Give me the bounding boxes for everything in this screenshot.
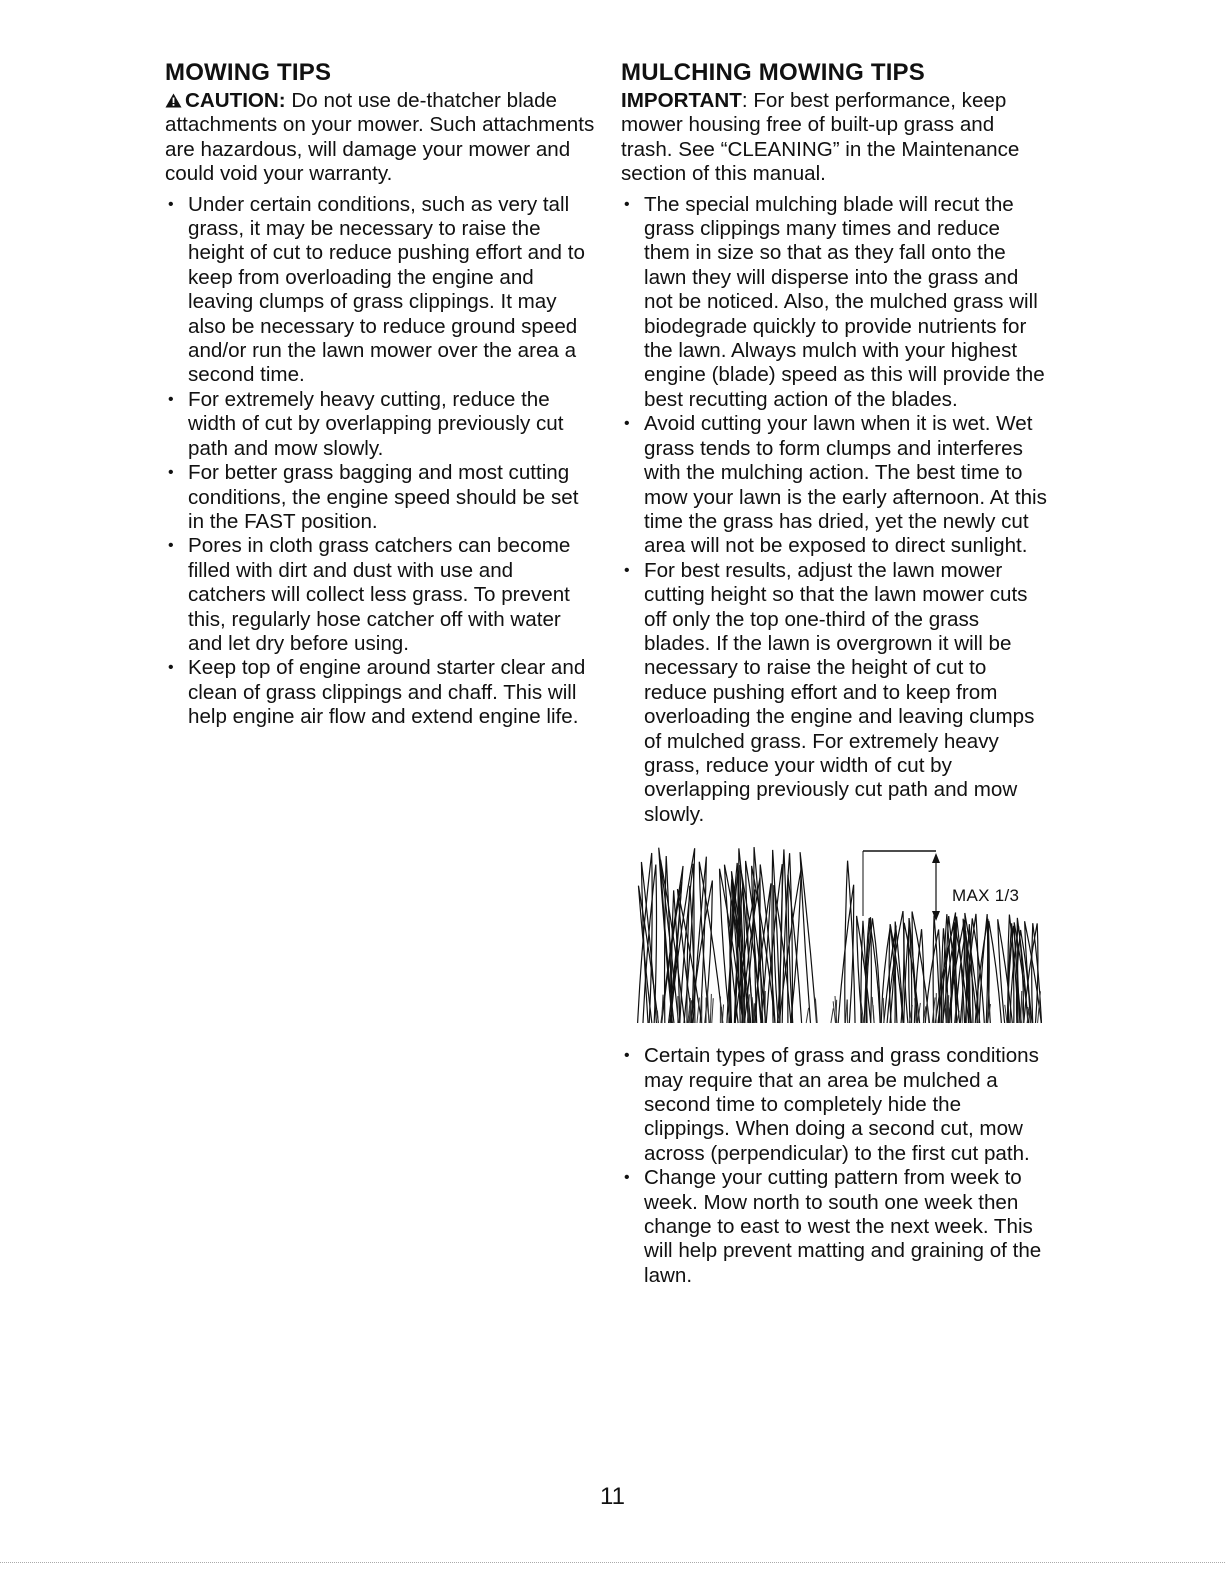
grass-cut-height-illustration: [636, 841, 1046, 1026]
grass-drawing: [636, 841, 1046, 1026]
important-paragraph: [621, 89, 1051, 187]
bullet-glyph: •: [624, 561, 630, 579]
grass-blade: [800, 852, 816, 1023]
bottom-border: [0, 1562, 1225, 1563]
list-item-text: The special mulching blade will recut the grass clippings many times and reduce them in size so that as they fall onto the lawn they will disperse into the grass and not be noticed. Also, the mulched grass will biodegrade quickly to provide nutrients for the lawn. Always mulch with your highest engine (blade) speed as this will provide the best recutting action of the blades.: [644, 192, 1045, 411]
grass-shading: [710, 994, 711, 1023]
list-item-text: For best results, adjust the lawn mower cutting height so that the lawn mower cuts off only the top one-third of the grass blades. If the lawn is overgrown it will be necessary to raise the height of cut to reduce pushing effort and to keep from overloading the engine and leaving clumps of mulched grass. For extremely heavy grass, reduce your width of cut by overlapping previously cut path and mow slowly.: [644, 558, 1035, 826]
grass-shading: [1005, 1005, 1007, 1023]
list-item-text: For better grass bagging and most cutting conditions, the engine speed should be set in the FAST position.: [188, 461, 579, 533]
grass-shading: [712, 998, 713, 1023]
bullet-glyph: •: [168, 464, 174, 482]
list-item: [165, 656, 595, 729]
bullet-glyph: •: [168, 195, 174, 213]
warning-triangle-icon: [165, 90, 182, 105]
list-item: [621, 559, 1051, 827]
caution-label: CAUTION:: [185, 89, 286, 112]
bullet-glyph: •: [168, 537, 174, 555]
caution-paragraph: [165, 89, 595, 187]
bullet-glyph: •: [624, 195, 630, 213]
grass-shading: [722, 1005, 723, 1024]
list-item-text: Pores in cloth grass catchers can become filled with dirt and dust with use and catchers will collect less grass. To prevent this, regularly hose catcher off with water and let dry before using.: [188, 534, 571, 655]
grass-shading: [883, 998, 884, 1023]
mulching-tips-list-continued: [621, 1044, 1051, 1288]
grass-shading: [743, 1002, 744, 1023]
grass-shading: [662, 995, 663, 1023]
list-item: [165, 193, 595, 388]
caution-text: Do not use de-thatcher blade attachments on your mower. Such attachments are hazardous, will damage your mower and could void your warranty.: [165, 89, 595, 186]
section-heading-mowing-tips: MOWING TIPS: [165, 59, 332, 86]
mulching-tips-list: [621, 193, 1051, 828]
list-item: [621, 412, 1051, 558]
bullet-glyph: •: [168, 390, 174, 408]
right-column: [621, 58, 1051, 1288]
bullet-glyph: •: [624, 415, 630, 433]
list-item: [165, 461, 595, 534]
grass-shading: [806, 1008, 808, 1023]
bullet-glyph: •: [624, 1169, 630, 1187]
list-item: [165, 534, 595, 656]
left-column: [165, 58, 595, 730]
list-item-text: Change your cutting pattern from week to week. Mow north to south one week then change to east to west the next week. This will help prevent matting and graining of the lawn.: [644, 1166, 1042, 1287]
grass-shading: [831, 1009, 833, 1024]
grass-shading: [947, 993, 948, 1024]
list-item-text: Under certain conditions, such as very tall grass, it may be necessary to raise the height of cut to reduce pushing effort and to keep from overloading the engine and leaving clumps of grass clippings. It may also be necessary to reduce ground speed and/or run the lawn mower over the area a second time.: [188, 192, 585, 387]
important-label: IMPORTANT: [621, 89, 742, 112]
grass-shading: [1021, 991, 1022, 1023]
important-text: : For best performance, keep mower housing free of built-up grass and trash. See “CLEANING” in the Maintenance section of this manual.: [621, 89, 1020, 186]
list-item: [621, 1166, 1051, 1288]
list-item-text: Certain types of grass and grass conditions may require that an area be mulched a second time to completely hide the clippings. When doing a second cut, mow across (perpendicular) to the first cut path.: [644, 1044, 1039, 1165]
grass-shading: [962, 998, 963, 1023]
grass-shading: [657, 1011, 658, 1023]
arrow-up-icon: [932, 853, 940, 863]
list-item: [621, 1044, 1051, 1166]
list-item-text: Keep top of engine around starter clear and clean of grass clippings and chaff. This will help engine air flow and extend engine life.: [188, 656, 586, 729]
list-item-text: For extremely heavy cutting, reduce the width of cut by overlapping previously cut path and mow slowly.: [188, 387, 564, 460]
arrow-down-icon: [932, 911, 940, 921]
section-heading-mulching-tips: MULCHING MOWING TIPS: [621, 59, 925, 86]
mowing-tips-list: [165, 193, 595, 730]
page-number: 11: [600, 1483, 625, 1510]
max-one-third-label: MAX 1/3: [952, 886, 1020, 906]
list-item-text: Avoid cutting your lawn when it is wet. Wet grass tends to form clumps and interferes with the mulching action. The best time to mow your lawn is the early afternoon. At this time the grass has dried, yet the newly cut area will not be exposed to direct sunlight.: [644, 412, 1047, 558]
list-item: [621, 193, 1051, 413]
bullet-glyph: •: [168, 659, 174, 677]
list-item: [165, 388, 595, 461]
bullet-glyph: •: [624, 1047, 630, 1065]
